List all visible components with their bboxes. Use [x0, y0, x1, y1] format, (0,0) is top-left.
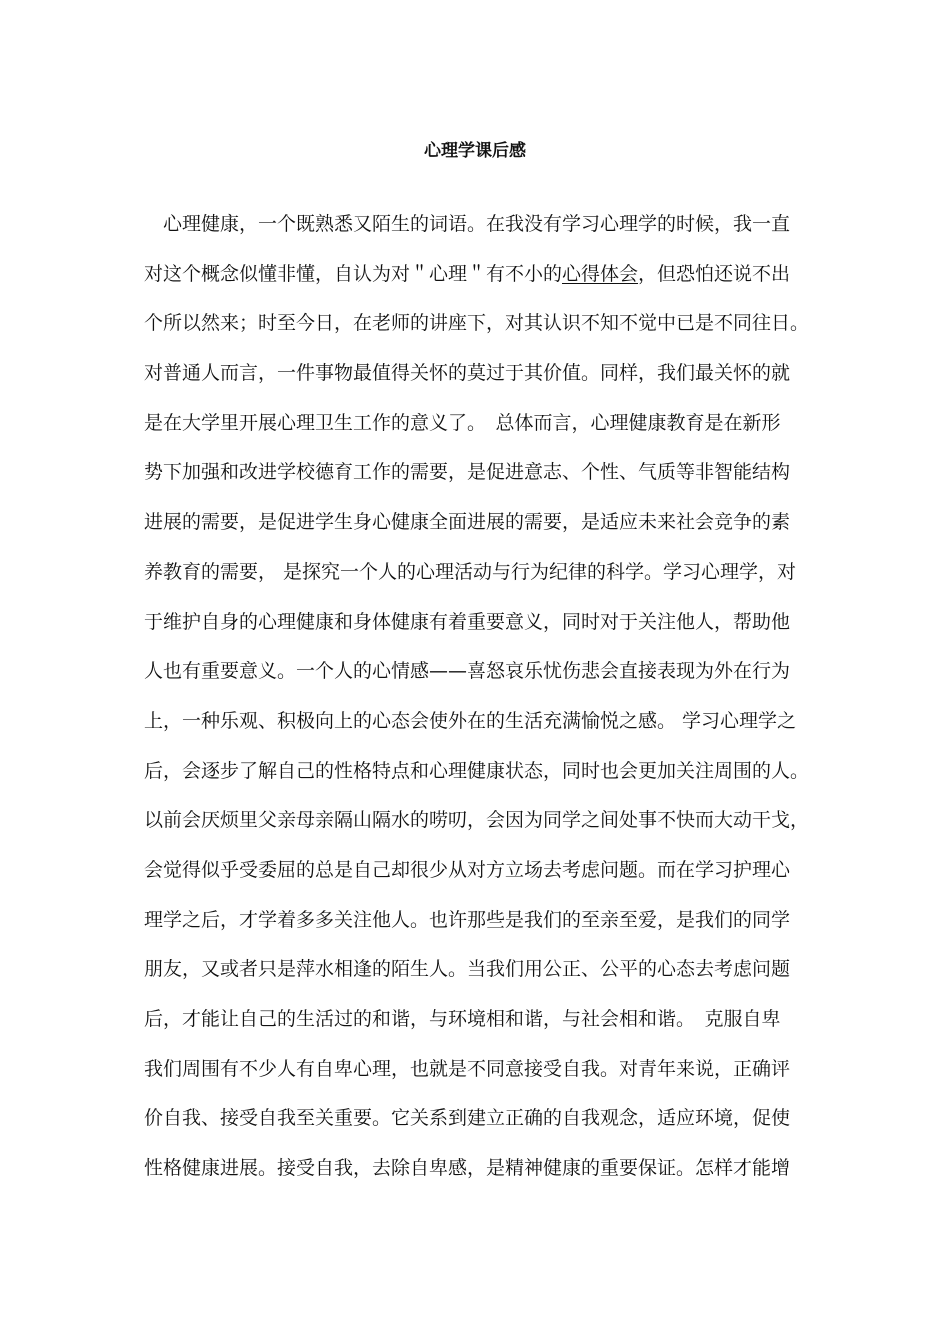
body-line: 个所以然来；时至今日，在老师的讲座下，对其认识不知不觉中已是不同往日。 — [144, 312, 810, 335]
body-line: 后，会逐步了解自己的性格特点和心理健康状态，同时也会更加关注周围的人。 — [144, 759, 810, 782]
body-line: 势下加强和改进学校德育工作的需要，是促进意志、个性、气质等非智能结构 — [144, 461, 791, 484]
body-line: 我们周围有不少人有自卑心理，也就是不同意接受自我。对青年来说，正确评 — [144, 1057, 791, 1080]
body-line-text: 对这个概念似懂非懂，自认为对＂心理＂有不小的 — [144, 262, 563, 285]
body-line: 是在大学里开展心理卫生工作的意义了。 总体而言，心理健康教育是在新形 — [144, 411, 781, 434]
body-line: 养教育的需要， 是探究一个人的心理活动与行为纪律的科学。学习心理学，对 — [144, 560, 797, 583]
body-line-text: ，但恐怕还说不出 — [638, 262, 791, 285]
body-line: 以前会厌烦里父亲母亲隔山隔水的唠叨，会因为同学之间处事不快而大动干戈， — [144, 809, 810, 832]
body-line: 价自我、接受自我至关重要。它关系到建立正确的自我观念，适应环境，促使 — [144, 1107, 791, 1130]
body-line: 理学之后，才学着多多关注他人。也许那些是我们的至亲至爱，是我们的同学 — [144, 908, 791, 931]
body-line: 对普通人而言，一件事物最值得关怀的莫过于其价值。同样，我们最关怀的就 — [144, 362, 791, 385]
body-line: 朋友，又或者只是萍水相逢的陌生人。当我们用公正、公平的心态去考虑问题 — [144, 958, 791, 981]
body-line: 心理健康，一个既熟悉又陌生的词语。在我没有学习心理学的时候，我一直 — [144, 213, 791, 235]
body-line: 于维护自身的心理健康和身体健康有着重要意义，同时对于关注他人，帮助他 — [144, 610, 791, 633]
body-line: 进展的需要，是促进学生身心健康全面进展的需要，是适应未来社会竞争的素 — [144, 511, 791, 534]
body-line: 性格健康进展。接受自我，去除自卑感，是精神健康的重要保证。怎样才能增 — [144, 1157, 791, 1180]
body-line: 人也有重要意义。一个人的心情感——喜怒哀乐忧伤悲会直接表现为外在行为 — [144, 660, 791, 683]
body-line: 会觉得似乎受委屈的总是自己却很少从对方立场去考虑问题。而在学习护理心 — [144, 858, 791, 881]
body-line: 上，一种乐观、积极向上的心态会使外在的生活充满愉悦之感。 学习心理学之 — [144, 709, 797, 732]
document-title: 心理学课后感 — [424, 141, 526, 161]
body-line — [144, 257, 816, 307]
body-line: 后，才能让自己的生活过的和谐，与环境相和谐，与社会相和谐。 克服自卑 — [144, 1008, 781, 1030]
document-body — [144, 207, 816, 1201]
underlined-term: 心得体会 — [562, 262, 639, 285]
